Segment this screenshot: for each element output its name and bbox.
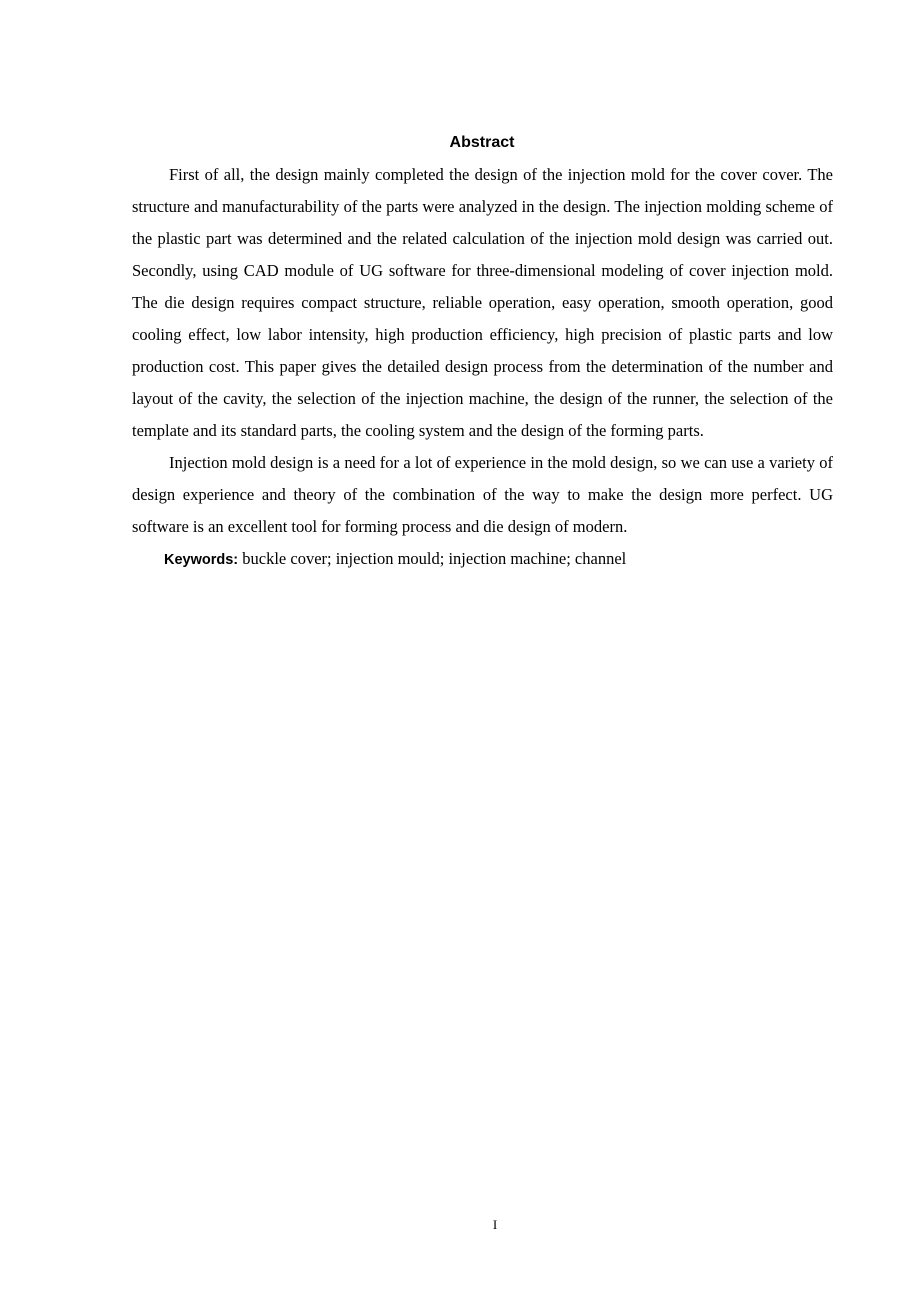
abstract-body	[132, 159, 833, 576]
keywords-label: Keywords:	[164, 552, 239, 568]
abstract-paragraph-1: First of all, the design mainly completed the design of the injection mold for the cover cover. The structure and manufacturability of the parts were analyzed in the design. The injection molding scheme of the plastic part was determined and the related calculation of the injection mold design was carried out. Secondly, using CAD module of UG software for three-dimensional modeling of cover injection mold. The die design requires compact structure, reliable operation, easy operation, smooth operation, good cooling effect, low labor intensity, high production efficiency, high precision of plastic parts and low production cost. This paper gives the detailed design process from the determination of the number and layout of the cavity, the selection of the injection machine, the design of the runner, the selection of the template and its standard parts, the cooling system and the design of the forming parts.	[132, 165, 833, 440]
page-number: I	[492, 1217, 498, 1232]
keywords-line	[132, 543, 833, 576]
keywords-text: buckle cover; injection mould; injection machine; channel	[242, 549, 627, 568]
abstract-paragraph-2: Injection mold design is a need for a lot of experience in the mold design, so we can use a variety of design experience and theory of the combination of the way to make the design more perfect. UG software is an excellent tool for forming process and die design of modern.	[132, 453, 833, 536]
abstract-heading: Abstract	[449, 134, 515, 151]
